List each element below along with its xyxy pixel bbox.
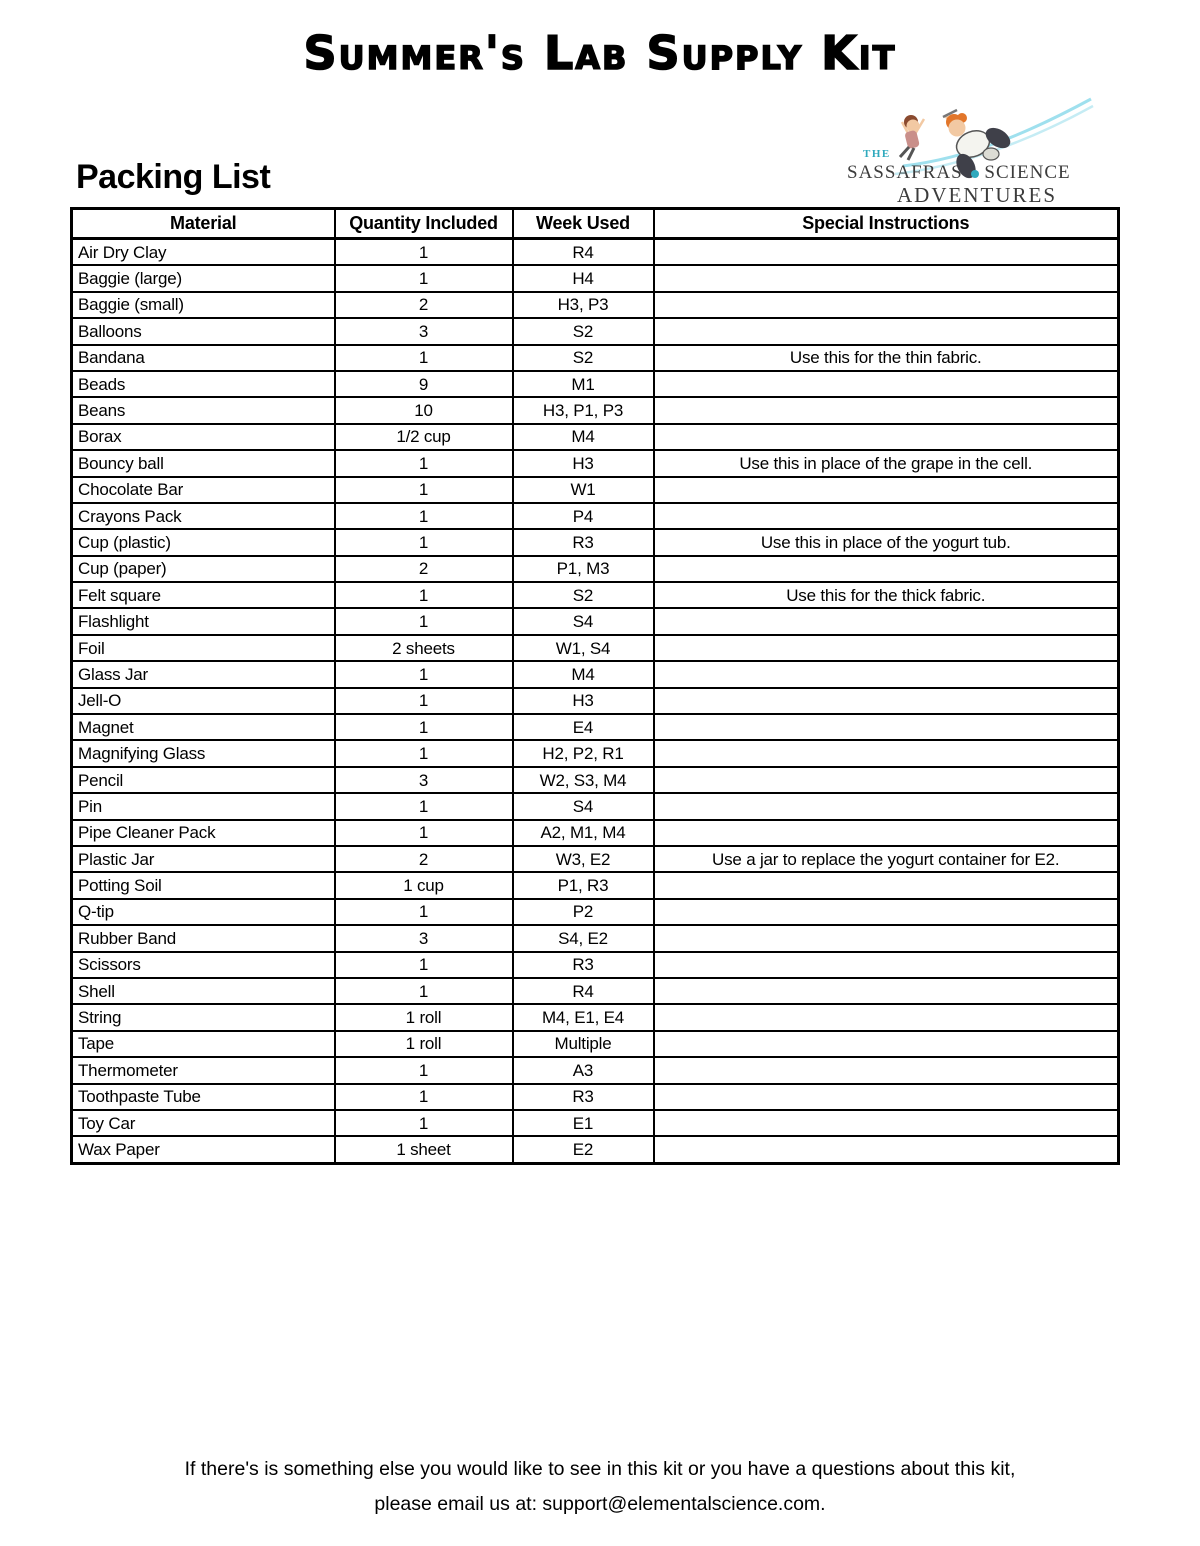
cell-special-instructions — [654, 767, 1119, 793]
cell-material: Shell — [72, 978, 335, 1004]
cell-quantity: 1 — [335, 688, 513, 714]
cell-material: Bouncy ball — [72, 450, 335, 476]
cell-quantity: 1 — [335, 899, 513, 925]
cell-special-instructions — [654, 661, 1119, 687]
cell-special-instructions — [654, 371, 1119, 397]
table-row — [72, 450, 1119, 476]
cell-quantity: 3 — [335, 318, 513, 344]
packing-table — [70, 207, 1120, 1165]
cell-week-used: Multiple — [513, 1031, 654, 1057]
table-row — [72, 345, 1119, 371]
cell-quantity: 1 — [335, 820, 513, 846]
cell-material: Chocolate Bar — [72, 477, 335, 503]
cell-week-used: S4 — [513, 793, 654, 819]
cell-quantity: 1 — [335, 661, 513, 687]
table-row — [72, 371, 1119, 397]
cell-special-instructions — [654, 318, 1119, 344]
table-row — [72, 582, 1119, 608]
table-row — [72, 1110, 1119, 1136]
cell-special-instructions: Use this in place of the grape in the cell. — [654, 450, 1119, 476]
logo-sassafras-science-label: SASSAFRAS SCIENCE — [847, 162, 1071, 183]
cell-material: Wax Paper — [72, 1136, 335, 1163]
table-row — [72, 846, 1119, 872]
cell-material: Toy Car — [72, 1110, 335, 1136]
table-row — [72, 397, 1119, 423]
cell-material: Magnifying Glass — [72, 740, 335, 766]
cell-material: String — [72, 1004, 335, 1030]
column-header-quantity: Quantity Included — [335, 209, 513, 239]
cell-material: Scissors — [72, 952, 335, 978]
cell-week-used: E2 — [513, 1136, 654, 1163]
column-header-week: Week Used — [513, 209, 654, 239]
footer-note — [0, 1452, 1200, 1522]
table-row — [72, 740, 1119, 766]
cell-special-instructions — [654, 1084, 1119, 1110]
logo-adventures-label: ADVENTURES — [897, 183, 1057, 207]
cell-quantity: 2 — [335, 556, 513, 582]
cell-week-used: E1 — [513, 1110, 654, 1136]
table-row — [72, 1004, 1119, 1030]
cell-week-used: R3 — [513, 529, 654, 555]
table-row — [72, 503, 1119, 529]
cell-material: Toothpaste Tube — [72, 1084, 335, 1110]
cell-special-instructions: Use this for the thick fabric. — [654, 582, 1119, 608]
cell-material: Bandana — [72, 345, 335, 371]
cell-week-used: H4 — [513, 265, 654, 291]
cell-quantity: 1 — [335, 477, 513, 503]
table-row — [72, 793, 1119, 819]
cell-material: Baggie (large) — [72, 265, 335, 291]
cell-special-instructions — [654, 1057, 1119, 1083]
cell-special-instructions — [654, 978, 1119, 1004]
table-row — [72, 477, 1119, 503]
cell-week-used: S2 — [513, 345, 654, 371]
cell-week-used: W3, E2 — [513, 846, 654, 872]
cell-special-instructions — [654, 608, 1119, 634]
cell-quantity: 1 roll — [335, 1031, 513, 1057]
table-row — [72, 661, 1119, 687]
footer-line-2: please email us at: support@elementalscience.com. — [374, 1493, 826, 1516]
cell-special-instructions — [654, 820, 1119, 846]
cell-quantity: 1 — [335, 952, 513, 978]
cell-special-instructions — [654, 1110, 1119, 1136]
cell-week-used: S4 — [513, 608, 654, 634]
table-row — [72, 556, 1119, 582]
cell-special-instructions — [654, 952, 1119, 978]
cell-material: Pipe Cleaner Pack — [72, 820, 335, 846]
cell-special-instructions — [654, 239, 1119, 266]
cell-material: Pin — [72, 793, 335, 819]
cell-quantity: 1 — [335, 714, 513, 740]
cell-special-instructions — [654, 740, 1119, 766]
table-header-row — [72, 209, 1119, 239]
cell-special-instructions — [654, 872, 1119, 898]
cell-week-used: M4 — [513, 424, 654, 450]
table-row — [72, 688, 1119, 714]
cell-week-used: W2, S3, M4 — [513, 767, 654, 793]
cell-material: Magnet — [72, 714, 335, 740]
table-row — [72, 529, 1119, 555]
cell-material: Q-tip — [72, 899, 335, 925]
sassafras-logo — [845, 86, 1097, 210]
cell-material: Jell-O — [72, 688, 335, 714]
table-row — [72, 292, 1119, 318]
cell-quantity: 3 — [335, 925, 513, 951]
packing-table-body — [72, 239, 1119, 1164]
cell-week-used: P2 — [513, 899, 654, 925]
table-row — [72, 1084, 1119, 1110]
cell-quantity: 3 — [335, 767, 513, 793]
cell-material: Air Dry Clay — [72, 239, 335, 266]
cell-material: Crayons Pack — [72, 503, 335, 529]
cell-week-used: W1 — [513, 477, 654, 503]
cell-week-used: M1 — [513, 371, 654, 397]
cell-week-used: H3, P3 — [513, 292, 654, 318]
column-header-material: Material — [72, 209, 335, 239]
cell-week-used: A2, M1, M4 — [513, 820, 654, 846]
cell-quantity: 1 — [335, 978, 513, 1004]
cell-quantity: 1 — [335, 1057, 513, 1083]
page-title: Summer's Lab Supply Kit — [303, 26, 897, 80]
cell-week-used: S4, E2 — [513, 925, 654, 951]
cell-quantity: 1 cup — [335, 872, 513, 898]
cell-quantity: 1 — [335, 265, 513, 291]
cell-quantity: 1 — [335, 529, 513, 555]
cell-special-instructions — [654, 265, 1119, 291]
cell-week-used: H3, P1, P3 — [513, 397, 654, 423]
cell-week-used: H3 — [513, 450, 654, 476]
cell-week-used: H2, P2, R1 — [513, 740, 654, 766]
table-row — [72, 635, 1119, 661]
cell-quantity: 2 sheets — [335, 635, 513, 661]
cell-quantity: 9 — [335, 371, 513, 397]
cell-quantity: 10 — [335, 397, 513, 423]
cell-quantity: 1 — [335, 608, 513, 634]
cell-special-instructions: Use this for the thin fabric. — [654, 345, 1119, 371]
cell-material: Cup (paper) — [72, 556, 335, 582]
cell-material: Borax — [72, 424, 335, 450]
table-row — [72, 239, 1119, 266]
cell-week-used: M4, E1, E4 — [513, 1004, 654, 1030]
cell-quantity: 1 — [335, 450, 513, 476]
column-header-instructions: Special Instructions — [654, 209, 1119, 239]
cell-quantity: 1 — [335, 582, 513, 608]
table-row — [72, 820, 1119, 846]
cell-week-used: S2 — [513, 582, 654, 608]
cell-special-instructions — [654, 1136, 1119, 1163]
cell-material: Rubber Band — [72, 925, 335, 951]
cell-quantity: 1 — [335, 345, 513, 371]
cell-week-used: R3 — [513, 1084, 654, 1110]
cell-material: Thermometer — [72, 1057, 335, 1083]
table-row — [72, 925, 1119, 951]
cell-special-instructions — [654, 503, 1119, 529]
cell-quantity: 1/2 cup — [335, 424, 513, 450]
table-row — [72, 767, 1119, 793]
cell-quantity: 1 — [335, 740, 513, 766]
cell-quantity: 1 — [335, 793, 513, 819]
table-row — [72, 952, 1119, 978]
table-row — [72, 872, 1119, 898]
cell-special-instructions — [654, 1004, 1119, 1030]
cell-special-instructions — [654, 714, 1119, 740]
cell-special-instructions: Use this in place of the yogurt tub. — [654, 529, 1119, 555]
cell-material: Beans — [72, 397, 335, 423]
cell-special-instructions — [654, 397, 1119, 423]
cell-special-instructions: Use a jar to replace the yogurt container for E2. — [654, 846, 1119, 872]
cell-special-instructions — [654, 424, 1119, 450]
cell-week-used: R3 — [513, 952, 654, 978]
table-row — [72, 1057, 1119, 1083]
cell-material: Pencil — [72, 767, 335, 793]
zipline-kid-left-icon — [900, 115, 924, 160]
cell-material: Potting Soil — [72, 872, 335, 898]
cell-week-used: M4 — [513, 661, 654, 687]
cell-special-instructions — [654, 477, 1119, 503]
cell-material: Beads — [72, 371, 335, 397]
cell-special-instructions — [654, 556, 1119, 582]
cell-material: Tape — [72, 1031, 335, 1057]
cell-material: Foil — [72, 635, 335, 661]
table-row — [72, 899, 1119, 925]
cell-week-used: R4 — [513, 239, 654, 266]
cell-material: Glass Jar — [72, 661, 335, 687]
cell-quantity: 1 — [335, 239, 513, 266]
cell-week-used: W1, S4 — [513, 635, 654, 661]
cell-material: Cup (plastic) — [72, 529, 335, 555]
cell-week-used: R4 — [513, 978, 654, 1004]
cell-special-instructions — [654, 688, 1119, 714]
table-row — [72, 714, 1119, 740]
packing-list-heading: Packing List — [76, 158, 271, 196]
table-row — [72, 978, 1119, 1004]
cell-quantity: 2 — [335, 292, 513, 318]
cell-week-used: S2 — [513, 318, 654, 344]
table-row — [72, 318, 1119, 344]
cell-week-used: P1, R3 — [513, 872, 654, 898]
cell-material: Balloons — [72, 318, 335, 344]
cell-special-instructions — [654, 793, 1119, 819]
cell-special-instructions — [654, 899, 1119, 925]
cell-quantity: 1 sheet — [335, 1136, 513, 1163]
cell-week-used: A3 — [513, 1057, 654, 1083]
table-row — [72, 1136, 1119, 1163]
cell-material: Plastic Jar — [72, 846, 335, 872]
cell-material: Felt square — [72, 582, 335, 608]
cell-week-used: E4 — [513, 714, 654, 740]
cell-material: Baggie (small) — [72, 292, 335, 318]
cell-week-used: P4 — [513, 503, 654, 529]
cell-quantity: 1 roll — [335, 1004, 513, 1030]
table-row — [72, 424, 1119, 450]
cell-special-instructions — [654, 1031, 1119, 1057]
table-row — [72, 1031, 1119, 1057]
cell-week-used: H3 — [513, 688, 654, 714]
cell-special-instructions — [654, 635, 1119, 661]
cell-quantity: 1 — [335, 1084, 513, 1110]
logo-the-label: THE — [863, 148, 891, 160]
cell-quantity: 2 — [335, 846, 513, 872]
table-row — [72, 608, 1119, 634]
table-row — [72, 265, 1119, 291]
cell-quantity: 1 — [335, 1110, 513, 1136]
cell-quantity: 1 — [335, 503, 513, 529]
footer-line-1: If there's is something else you would like to see in this kit or you have a questions about this kit, — [184, 1458, 1016, 1480]
cell-special-instructions — [654, 925, 1119, 951]
cell-material: Flashlight — [72, 608, 335, 634]
cell-week-used: P1, M3 — [513, 556, 654, 582]
cell-special-instructions — [654, 292, 1119, 318]
